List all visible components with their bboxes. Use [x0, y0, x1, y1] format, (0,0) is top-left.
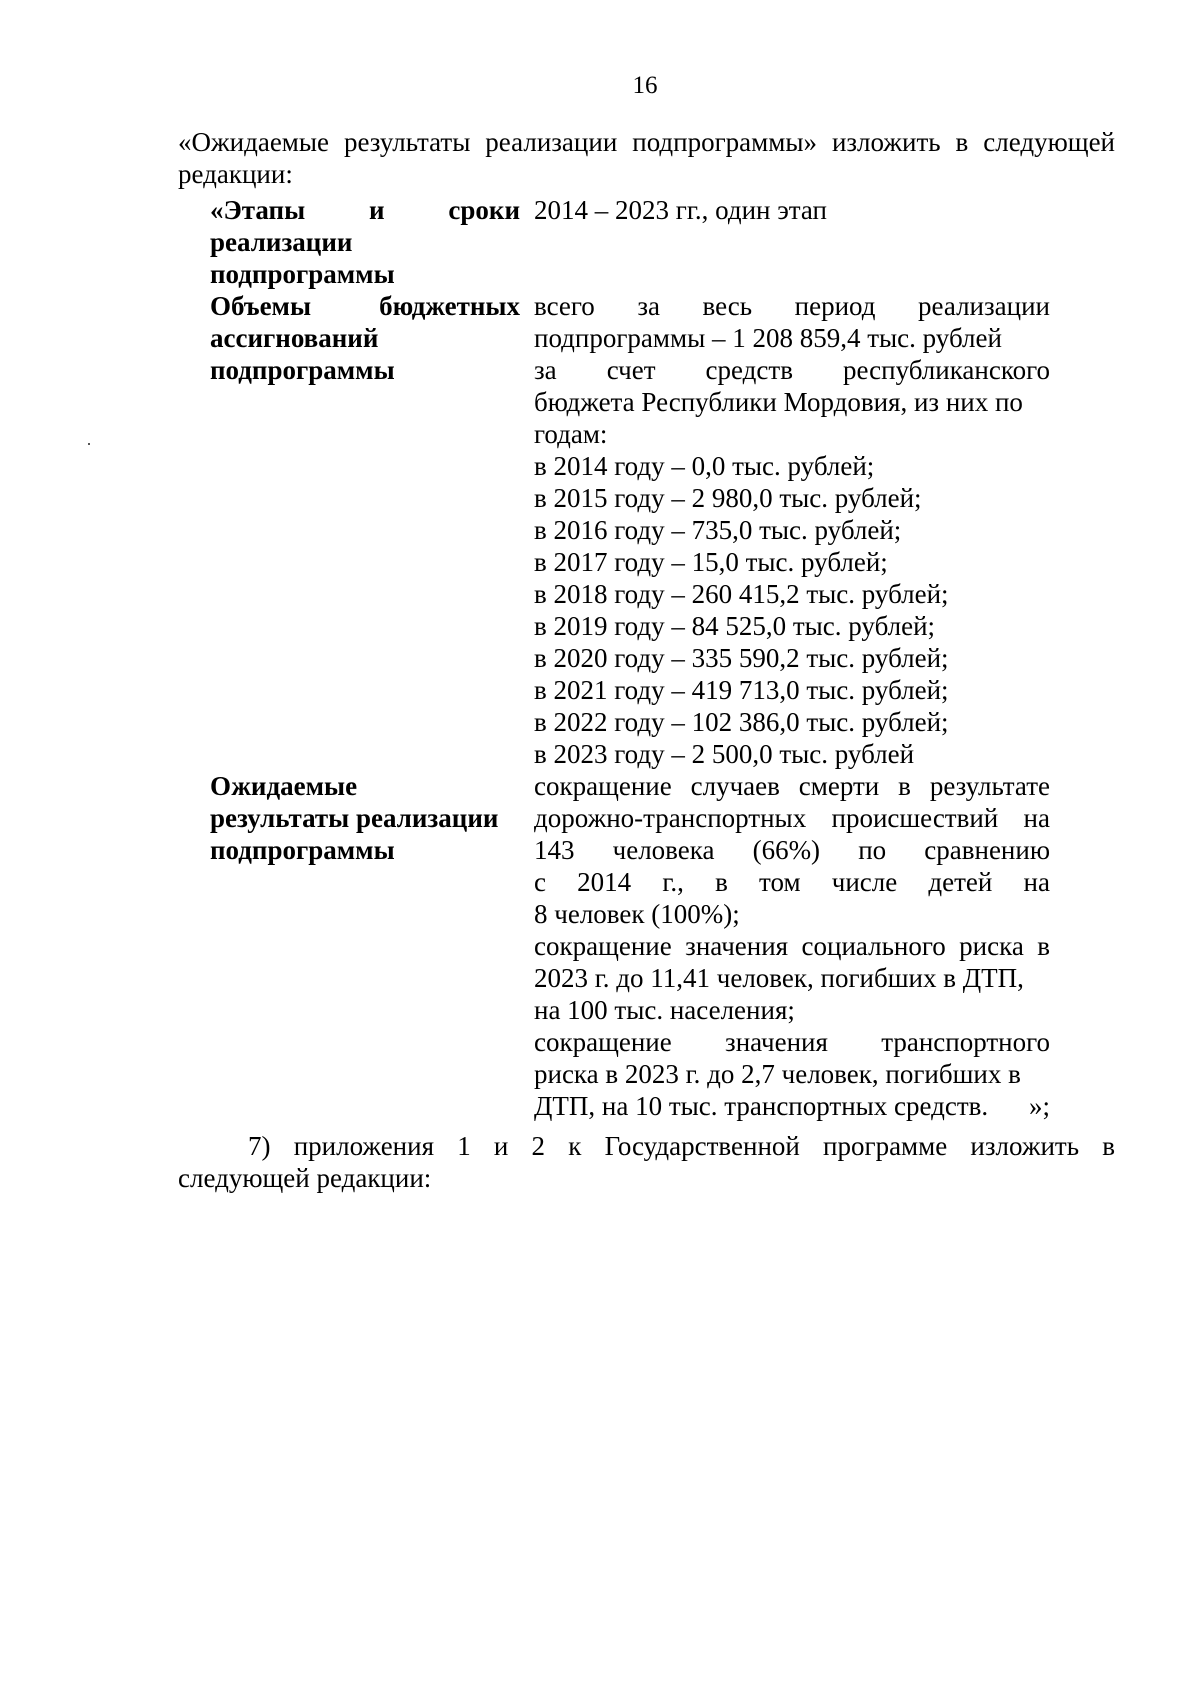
value-text: ДТП, на 10 тыс. транспортных средств. — [534, 1091, 989, 1121]
label-line: «Этапы и сроки — [210, 195, 520, 225]
subprogram-passport-table — [210, 194, 1050, 1122]
value-line: дорожно-транспортных происшествий на — [534, 803, 1050, 833]
value-line: в 2017 году – 15,0 тыс. рублей; — [534, 547, 888, 577]
value-line: в 2015 году – 2 980,0 тыс. рублей; — [534, 483, 922, 513]
outro-line: 7) приложения 1 и 2 к Государственной программе изложить в — [248, 1131, 1115, 1161]
value-line: подпрограммы – 1 208 859,4 тыс. рублей — [534, 323, 1002, 353]
value-line: в 2020 году – 335 590,2 тыс. рублей; — [534, 643, 949, 673]
label-line: подпрограммы — [210, 259, 395, 289]
value-line: в 2019 году – 84 525,0 тыс. рублей; — [534, 611, 936, 641]
margin-mark — [88, 443, 90, 445]
value-line: на 100 тыс. населения; — [534, 995, 795, 1025]
row-value — [534, 290, 1050, 770]
value-line: в 2021 году – 419 713,0 тыс. рублей; — [534, 675, 949, 705]
value-line: за счет средств республиканского — [534, 355, 1050, 385]
label-line: подпрограммы — [210, 355, 395, 385]
row-value — [534, 770, 1050, 1122]
table-row — [210, 770, 1050, 1122]
intro-paragraph: «Ожидаемые результаты реализации подпрограммы» изложить в следующей редакции: — [178, 127, 1115, 189]
table-row — [210, 290, 1050, 770]
value-line: в 2014 году – 0,0 тыс. рублей; — [534, 451, 875, 481]
value-line-with-quote — [534, 1090, 1050, 1122]
value-line: сокращение случаев смерти в результате — [534, 771, 1050, 801]
value-line: всего за весь период реализации — [534, 291, 1050, 321]
row-label — [210, 194, 534, 290]
label-line: Объемы бюджетных — [210, 291, 520, 321]
label-line: ассигнований — [210, 323, 379, 353]
value-line: в 2018 году – 260 415,2 тыс. рублей; — [534, 579, 949, 609]
label-line: реализации — [210, 227, 353, 257]
value-line: сокращение значения социального риска в — [534, 931, 1050, 961]
outro-paragraph — [178, 1130, 1115, 1194]
value-line: в 2022 году – 102 386,0 тыс. рублей; — [534, 707, 949, 737]
value-line: бюджета Республики Мордовия, из них по — [534, 387, 1023, 417]
row-value — [534, 194, 1050, 290]
page-number: 16 — [632, 72, 658, 99]
outro-line: следующей редакции: — [178, 1163, 432, 1193]
row-label — [210, 290, 534, 770]
label-line: подпрограммы — [210, 835, 395, 865]
closing-quote: »; — [1028, 1091, 1050, 1121]
value-line: 2014 – 2023 гг., один этап — [534, 195, 828, 225]
value-line: 143 человека (66%) по сравнению — [534, 835, 1050, 865]
label-line: Ожидаемые — [210, 771, 358, 801]
label-line: результаты реализации — [210, 803, 499, 833]
table-row — [210, 194, 1050, 290]
row-label — [210, 770, 534, 1122]
value-line: с 2014 г., в том числе детей на — [534, 867, 1050, 897]
value-line: в 2023 году – 2 500,0 тыс. рублей — [534, 739, 915, 769]
value-line: 8 человек (100%); — [534, 899, 740, 929]
value-line: годам: — [534, 419, 608, 449]
value-line: сокращение значения транспортного — [534, 1027, 1050, 1057]
value-line: риска в 2023 г. до 2,7 человек, погибших в — [534, 1059, 1021, 1089]
value-line: 2023 г. до 11,41 человек, погибших в ДТП, — [534, 963, 1024, 993]
value-line: в 2016 году – 735,0 тыс. рублей; — [534, 515, 902, 545]
